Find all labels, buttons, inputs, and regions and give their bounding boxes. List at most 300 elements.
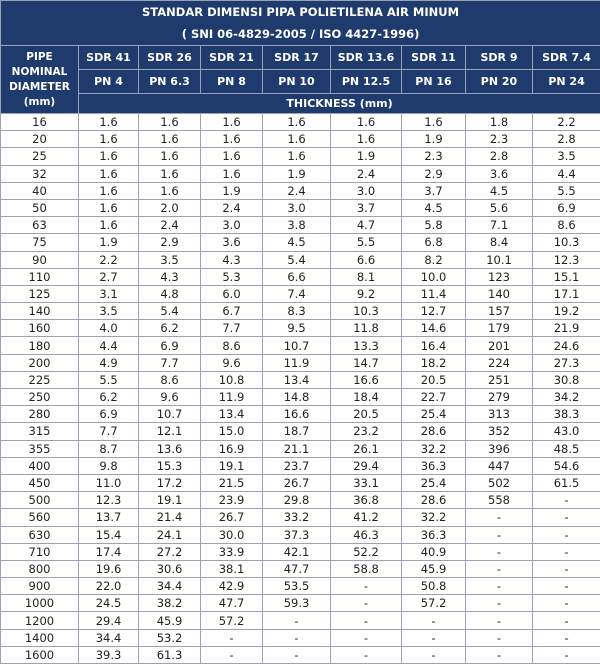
thickness-cell: 5.4 — [263, 251, 331, 268]
thickness-cell: 53.2 — [139, 629, 201, 646]
table-row — [1, 354, 600, 371]
thickness-cell: 3.7 — [331, 199, 402, 216]
thickness-cell: 1.6 — [263, 148, 331, 165]
thickness-cell: 19.1 — [139, 492, 201, 509]
thickness-cell: 34.2 — [533, 389, 600, 406]
thickness-cell: 15.4 — [79, 526, 139, 543]
thickness-cell: 6.2 — [79, 389, 139, 406]
thickness-cell: - — [533, 526, 600, 543]
thickness-cell: 7.7 — [201, 320, 263, 337]
thickness-cell: 5.4 — [139, 303, 201, 320]
thickness-cell: - — [263, 629, 331, 646]
pipe-diameter-cell: 1000 — [1, 595, 79, 612]
thickness-cell: 36.3 — [402, 457, 466, 474]
pipe-diameter-cell: 250 — [1, 389, 79, 406]
thickness-cell: 8.3 — [263, 303, 331, 320]
thickness-cell: 6.0 — [201, 285, 263, 302]
thickness-cell: 1.9 — [402, 131, 466, 148]
table-row — [1, 526, 600, 543]
thickness-cell: 1.6 — [79, 148, 139, 165]
table-row — [1, 389, 600, 406]
thickness-cell: 14.7 — [331, 354, 402, 371]
table-row — [1, 320, 600, 337]
thickness-cell: 47.7 — [263, 560, 331, 577]
thickness-cell: 16.6 — [331, 371, 402, 388]
thickness-cell: 352 — [466, 423, 533, 440]
thickness-cell: 36.8 — [331, 492, 402, 509]
thickness-cell: 123 — [466, 268, 533, 285]
thickness-cell: - — [533, 560, 600, 577]
thickness-cell: 8.6 — [139, 371, 201, 388]
thickness-cell: 30.8 — [533, 371, 600, 388]
thickness-cell: 28.6 — [402, 492, 466, 509]
thickness-cell: - — [533, 543, 600, 560]
thickness-cell: - — [533, 629, 600, 646]
thickness-cell: 1.6 — [79, 114, 139, 131]
thickness-cell: - — [466, 509, 533, 526]
thickness-cell: 36.3 — [402, 526, 466, 543]
thickness-cell: 1.6 — [263, 114, 331, 131]
table-row — [1, 199, 600, 216]
pipe-diameter-cell: 315 — [1, 423, 79, 440]
thickness-cell: 396 — [466, 440, 533, 457]
thickness-cell: 1.6 — [79, 199, 139, 216]
thickness-cell: 7.4 — [263, 285, 331, 302]
thickness-cell: 23.9 — [201, 492, 263, 509]
thickness-cell: 4.3 — [139, 268, 201, 285]
table-row — [1, 131, 600, 148]
pipe-diameter-cell: 40 — [1, 182, 79, 199]
thickness-cell: 447 — [466, 457, 533, 474]
pipe-diameter-cell: 450 — [1, 474, 79, 491]
thickness-cell: 1.6 — [139, 182, 201, 199]
table-row — [1, 182, 600, 199]
thickness-cell: - — [402, 646, 466, 663]
thickness-cell: 201 — [466, 337, 533, 354]
thickness-cell: 33.1 — [331, 474, 402, 491]
thickness-cell: 1.6 — [201, 114, 263, 131]
pn-header: PN 16 — [402, 70, 466, 94]
thickness-cell: 2.3 — [402, 148, 466, 165]
thickness-cell: - — [263, 646, 331, 663]
pipe-diameter-cell: 900 — [1, 578, 79, 595]
thickness-cell: 15.0 — [201, 423, 263, 440]
thickness-cell: 59.3 — [263, 595, 331, 612]
table-row — [1, 578, 600, 595]
thickness-cell: 32.2 — [402, 509, 466, 526]
thickness-cell: 3.1 — [79, 285, 139, 302]
table-row — [1, 303, 600, 320]
thickness-cell: 18.7 — [263, 423, 331, 440]
thickness-cell: - — [466, 612, 533, 629]
thickness-cell: 1.6 — [139, 114, 201, 131]
table-row — [1, 406, 600, 423]
thickness-cell: 1.8 — [466, 114, 533, 131]
thickness-cell: 27.2 — [139, 543, 201, 560]
thickness-cell: 8.6 — [533, 217, 600, 234]
thickness-cell: 14.8 — [263, 389, 331, 406]
table-row — [1, 543, 600, 560]
table-row — [1, 509, 600, 526]
thickness-cell: - — [466, 629, 533, 646]
thickness-cell: 53.5 — [263, 578, 331, 595]
thickness-cell: 21.4 — [139, 509, 201, 526]
thickness-cell: 2.7 — [79, 268, 139, 285]
pipe-diameter-cell: 25 — [1, 148, 79, 165]
thickness-cell: 19.1 — [201, 457, 263, 474]
pipe-diameter-cell: 20 — [1, 131, 79, 148]
pipe-header-line: DIAMETER — [1, 80, 78, 95]
thickness-cell: 4.8 — [139, 285, 201, 302]
thickness-cell: 4.4 — [79, 337, 139, 354]
thickness-cell: 10.1 — [466, 251, 533, 268]
thickness-cell: - — [331, 646, 402, 663]
thickness-cell: 7.7 — [79, 423, 139, 440]
thickness-cell: 1.6 — [201, 165, 263, 182]
thickness-cell: 224 — [466, 354, 533, 371]
thickness-cell: 30.6 — [139, 560, 201, 577]
table-row — [1, 595, 600, 612]
thickness-cell: 14.6 — [402, 320, 466, 337]
thickness-cell: 33.2 — [263, 509, 331, 526]
thickness-cell: 45.9 — [402, 560, 466, 577]
thickness-cell: 52.2 — [331, 543, 402, 560]
thickness-cell: 19.6 — [79, 560, 139, 577]
thickness-cell: 1.6 — [79, 217, 139, 234]
thickness-cell: 4.3 — [201, 251, 263, 268]
pipe-diameter-cell: 125 — [1, 285, 79, 302]
thickness-cell: 23.7 — [263, 457, 331, 474]
thickness-cell: 9.6 — [201, 354, 263, 371]
thickness-cell: 5.6 — [466, 199, 533, 216]
thickness-cell: - — [533, 595, 600, 612]
thickness-cell: 58.8 — [331, 560, 402, 577]
pn-header: PN 6.3 — [139, 70, 201, 94]
thickness-cell: 11.9 — [201, 389, 263, 406]
table-row — [1, 337, 600, 354]
table-row — [1, 440, 600, 457]
thickness-cell: - — [533, 578, 600, 595]
thickness-cell: 1.9 — [201, 182, 263, 199]
thickness-cell: 9.6 — [139, 389, 201, 406]
thickness-cell: 4.9 — [79, 354, 139, 371]
thickness-cell: 8.4 — [466, 234, 533, 251]
pipe-diameter-cell: 710 — [1, 543, 79, 560]
thickness-cell: 13.4 — [201, 406, 263, 423]
thickness-cell: 3.7 — [402, 182, 466, 199]
thickness-cell: 25.4 — [402, 406, 466, 423]
thickness-cell: 3.6 — [466, 165, 533, 182]
thickness-cell: 140 — [466, 285, 533, 302]
thickness-cell: 1.6 — [402, 114, 466, 131]
thickness-cell: - — [533, 646, 600, 663]
thickness-cell: 502 — [466, 474, 533, 491]
pipe-diameter-cell: 1200 — [1, 612, 79, 629]
thickness-cell: 8.6 — [201, 337, 263, 354]
thickness-cell: 43.0 — [533, 423, 600, 440]
pipe-diameter-cell: 90 — [1, 251, 79, 268]
thickness-cell: 2.4 — [263, 182, 331, 199]
pipe-diameter-cell: 400 — [1, 457, 79, 474]
pipe-diameter-cell: 355 — [1, 440, 79, 457]
thickness-cell: 41.2 — [331, 509, 402, 526]
thickness-cell: 37.3 — [263, 526, 331, 543]
table-row — [1, 423, 600, 440]
thickness-cell: 4.5 — [466, 182, 533, 199]
thickness-cell: 10.3 — [533, 234, 600, 251]
thickness-cell: 38.2 — [139, 595, 201, 612]
thickness-cell: 18.2 — [402, 354, 466, 371]
thickness-cell: 26.7 — [201, 509, 263, 526]
thickness-cell: 34.4 — [139, 578, 201, 595]
thickness-cell: 2.3 — [466, 131, 533, 148]
pipe-diameter-cell: 200 — [1, 354, 79, 371]
thickness-cell: - — [331, 578, 402, 595]
thickness-cell: 40.9 — [402, 543, 466, 560]
thickness-cell: - — [402, 612, 466, 629]
thickness-cell: 1.9 — [331, 148, 402, 165]
thickness-cell: 11.4 — [402, 285, 466, 302]
sdr-header: SDR 26 — [139, 46, 201, 70]
thickness-cell: 10.0 — [402, 268, 466, 285]
thickness-cell: 6.6 — [263, 268, 331, 285]
thickness-cell: 6.6 — [331, 251, 402, 268]
thickness-cell: 32.2 — [402, 440, 466, 457]
thickness-cell: 1.6 — [139, 165, 201, 182]
thickness-cell: 4.4 — [533, 165, 600, 182]
pipe-diameter-cell: 1600 — [1, 646, 79, 663]
thickness-cell: 54.6 — [533, 457, 600, 474]
thickness-cell: 5.8 — [402, 217, 466, 234]
thickness-cell: 9.2 — [331, 285, 402, 302]
table-row — [1, 629, 600, 646]
thickness-cell: 6.2 — [139, 320, 201, 337]
thickness-cell: 39.3 — [79, 646, 139, 663]
pipe-header-line: NOMINAL — [1, 65, 78, 80]
thickness-cell: 1.6 — [79, 182, 139, 199]
pn-header: PN 20 — [466, 70, 533, 94]
thickness-cell: 30.0 — [201, 526, 263, 543]
thickness-cell: 279 — [466, 389, 533, 406]
sdr-header: SDR 13.6 — [331, 46, 402, 70]
table-row — [1, 251, 600, 268]
thickness-cell: 24.6 — [533, 337, 600, 354]
thickness-cell: 10.8 — [201, 371, 263, 388]
thickness-cell: 5.3 — [201, 268, 263, 285]
table-row — [1, 492, 600, 509]
table-row — [1, 560, 600, 577]
thickness-cell: 57.2 — [201, 612, 263, 629]
thickness-cell: 3.0 — [331, 182, 402, 199]
pipe-diameter-cell: 140 — [1, 303, 79, 320]
thickness-cell: 29.8 — [263, 492, 331, 509]
thickness-cell: 46.3 — [331, 526, 402, 543]
thickness-cell: 11.0 — [79, 474, 139, 491]
pipe-diameter-cell: 180 — [1, 337, 79, 354]
thickness-cell: 21.1 — [263, 440, 331, 457]
sdr-header: SDR 21 — [201, 46, 263, 70]
pipe-diameter-cell: 75 — [1, 234, 79, 251]
thickness-cell: 2.8 — [466, 148, 533, 165]
sdr-header: SDR 9 — [466, 46, 533, 70]
thickness-cell: 3.5 — [79, 303, 139, 320]
pipe-header-line: (mm) — [1, 95, 78, 110]
thickness-cell: 48.5 — [533, 440, 600, 457]
thickness-cell: 5.5 — [533, 182, 600, 199]
thickness-cell: 3.0 — [263, 199, 331, 216]
thickness-cell: 29.4 — [79, 612, 139, 629]
thickness-cell: 2.8 — [533, 131, 600, 148]
thickness-cell: 251 — [466, 371, 533, 388]
thickness-cell: 1.9 — [263, 165, 331, 182]
thickness-cell: 61.3 — [139, 646, 201, 663]
thickness-cell: - — [402, 629, 466, 646]
pipe-diameter-cell: 225 — [1, 371, 79, 388]
thickness-cell: 13.6 — [139, 440, 201, 457]
thickness-cell: - — [201, 646, 263, 663]
thickness-cell: 6.7 — [201, 303, 263, 320]
table-row — [1, 148, 600, 165]
thickness-cell: 1.6 — [201, 131, 263, 148]
table-row — [1, 646, 600, 663]
thickness-cell: 21.5 — [201, 474, 263, 491]
thickness-cell: 1.6 — [331, 131, 402, 148]
thickness-cell: 157 — [466, 303, 533, 320]
thickness-cell: 1.9 — [79, 234, 139, 251]
thickness-cell: - — [466, 595, 533, 612]
thickness-cell: 23.2 — [331, 423, 402, 440]
thickness-cell: 4.7 — [331, 217, 402, 234]
thickness-cell: 11.8 — [331, 320, 402, 337]
thickness-cell: 16.4 — [402, 337, 466, 354]
table-row — [1, 268, 600, 285]
thickness-cell: 558 — [466, 492, 533, 509]
thickness-cell: 1.6 — [79, 131, 139, 148]
thickness-cell: - — [263, 612, 331, 629]
thickness-cell: 27.3 — [533, 354, 600, 371]
thickness-cell: 22.7 — [402, 389, 466, 406]
sdr-header: SDR 7.4 — [533, 46, 600, 70]
thickness-cell: 9.8 — [79, 457, 139, 474]
pipe-diameter-cell: 110 — [1, 268, 79, 285]
thickness-cell: 26.1 — [331, 440, 402, 457]
thickness-cell: 24.5 — [79, 595, 139, 612]
table-row — [1, 165, 600, 182]
thickness-cell: 10.7 — [263, 337, 331, 354]
thickness-cell: 2.0 — [139, 199, 201, 216]
table-row — [1, 217, 600, 234]
table-title: STANDAR DIMENSI PIPA POLIETILENA AIR MINUM — [1, 1, 600, 23]
table-row — [1, 114, 600, 131]
thickness-cell: 13.3 — [331, 337, 402, 354]
pn-header: PN 24 — [533, 70, 600, 94]
thickness-cell: 2.9 — [402, 165, 466, 182]
thickness-cell: 8.7 — [79, 440, 139, 457]
thickness-cell: 26.7 — [263, 474, 331, 491]
pipe-diameter-header — [1, 46, 79, 114]
thickness-cell: 1.6 — [201, 148, 263, 165]
thickness-cell: 16.9 — [201, 440, 263, 457]
thickness-cell: 2.2 — [533, 114, 600, 131]
sdr-header: SDR 17 — [263, 46, 331, 70]
thickness-cell: 10.7 — [139, 406, 201, 423]
table-row — [1, 371, 600, 388]
thickness-cell: 4.5 — [402, 199, 466, 216]
thickness-cell: 179 — [466, 320, 533, 337]
thickness-cell: 2.4 — [139, 217, 201, 234]
thickness-cell: - — [331, 595, 402, 612]
pipe-diameter-cell: 630 — [1, 526, 79, 543]
pipe-header-line: PIPE — [1, 50, 78, 65]
pipe-diameter-cell: 50 — [1, 199, 79, 216]
thickness-cell: 29.4 — [331, 457, 402, 474]
thickness-cell: 7.7 — [139, 354, 201, 371]
thickness-cell: 34.4 — [79, 629, 139, 646]
thickness-cell: 20.5 — [331, 406, 402, 423]
pipe-diameter-cell: 500 — [1, 492, 79, 509]
thickness-cell: 2.4 — [201, 199, 263, 216]
thickness-cell: 38.3 — [533, 406, 600, 423]
thickness-cell: - — [466, 578, 533, 595]
thickness-cell: - — [533, 492, 600, 509]
thickness-cell: 15.1 — [533, 268, 600, 285]
thickness-cell: 45.9 — [139, 612, 201, 629]
thickness-cell: 17.1 — [533, 285, 600, 302]
thickness-cell: 6.9 — [533, 199, 600, 216]
thickness-cell: 17.2 — [139, 474, 201, 491]
thickness-cell: 7.1 — [466, 217, 533, 234]
thickness-cell: 28.6 — [402, 423, 466, 440]
thickness-cell: 20.5 — [402, 371, 466, 388]
thickness-cell: 11.9 — [263, 354, 331, 371]
thickness-cell: 24.1 — [139, 526, 201, 543]
thickness-cell: 61.5 — [533, 474, 600, 491]
thickness-cell: 6.9 — [139, 337, 201, 354]
thickness-cell: 12.7 — [402, 303, 466, 320]
thickness-cell: - — [466, 526, 533, 543]
thickness-cell: 6.8 — [402, 234, 466, 251]
thickness-cell: 2.9 — [139, 234, 201, 251]
thickness-cell: 42.1 — [263, 543, 331, 560]
pipe-diameter-cell: 280 — [1, 406, 79, 423]
thickness-cell: 2.2 — [79, 251, 139, 268]
thickness-cell: 15.3 — [139, 457, 201, 474]
thickness-cell: 5.5 — [79, 371, 139, 388]
thickness-cell: 2.4 — [331, 165, 402, 182]
thickness-cell: 8.1 — [331, 268, 402, 285]
thickness-header: THICKNESS (mm) — [79, 94, 600, 114]
thickness-cell: - — [533, 612, 600, 629]
thickness-cell: 12.1 — [139, 423, 201, 440]
pipe-diameter-cell: 560 — [1, 509, 79, 526]
thickness-cell: - — [331, 612, 402, 629]
thickness-cell: 17.4 — [79, 543, 139, 560]
table-row — [1, 285, 600, 302]
thickness-cell: 13.7 — [79, 509, 139, 526]
thickness-cell: 1.6 — [139, 148, 201, 165]
thickness-cell: 3.8 — [263, 217, 331, 234]
thickness-cell: 9.5 — [263, 320, 331, 337]
thickness-cell: 50.8 — [402, 578, 466, 595]
thickness-cell: 1.6 — [263, 131, 331, 148]
thickness-cell: 1.6 — [139, 131, 201, 148]
pipe-diameter-cell: 32 — [1, 165, 79, 182]
thickness-cell: 5.5 — [331, 234, 402, 251]
thickness-cell: 22.0 — [79, 578, 139, 595]
thickness-cell: 3.5 — [533, 148, 600, 165]
thickness-cell: - — [201, 629, 263, 646]
pn-header: PN 12.5 — [331, 70, 402, 94]
